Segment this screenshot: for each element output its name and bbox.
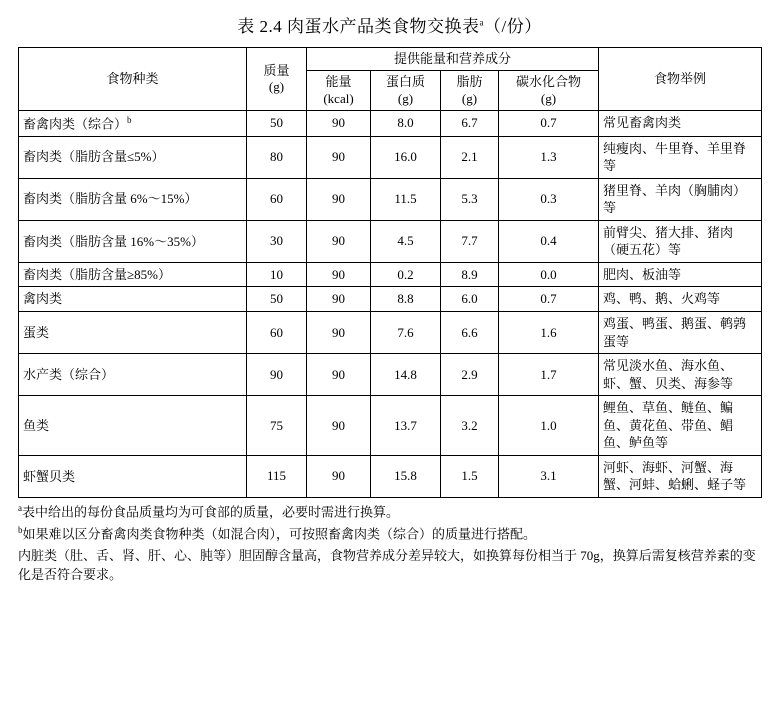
cell-fat: 7.7 [441,220,499,262]
header-protein-label: 蛋白质 [385,74,425,90]
cell-mass: 90 [247,354,307,396]
cell-energy: 90 [307,110,371,136]
cell-examples: 纯瘦肉、牛里脊、羊里脊等 [599,136,762,178]
cell-food-type-text: 禽肉类 [23,291,63,307]
header-nutrition-group: 提供能量和营养成分 [307,48,599,71]
cell-food-type-text: 虾蟹贝类 [23,468,76,484]
table-row [19,262,762,287]
cell-protein: 13.7 [371,396,441,456]
table-row [19,354,762,396]
cell-protein: 8.8 [371,287,441,312]
header-energy-unit: (kcal) [323,90,354,106]
cell-food-type [19,220,247,262]
cell-carbohydrate: 3.1 [499,455,599,497]
header-mass-label: 质量 [263,62,290,78]
cell-mass: 30 [247,220,307,262]
table-body [19,110,762,497]
food-exchange-table [18,47,762,498]
table-row [19,396,762,456]
table-row [19,110,762,136]
cell-carbohydrate: 0.7 [499,287,599,312]
cell-energy: 90 [307,136,371,178]
header-fat [441,71,499,111]
cell-examples: 肥肉、板油等 [599,262,762,287]
table-title [18,0,761,47]
table-row [19,312,762,354]
footnote-text: 内脏类（肚、舌、肾、肝、心、肫等）胆固醇含量高，食物营养成分差异较大，如换算每份相当于 70g，换算后需复核营养素的变化是否符合要求。 [18,547,756,583]
cell-mass: 50 [247,287,307,312]
cell-energy: 90 [307,287,371,312]
cell-protein: 14.8 [371,354,441,396]
cell-energy: 90 [307,220,371,262]
cell-mass: 50 [247,110,307,136]
header-fat-unit: (g) [461,90,478,106]
table-title-text: 表 2.4 肉蛋水产品类食物交换表 [237,17,480,36]
cell-food-type [19,262,247,287]
cell-mass: 80 [247,136,307,178]
cell-food-type [19,136,247,178]
cell-food-type [19,312,247,354]
cell-carbohydrate: 1.7 [499,354,599,396]
header-energy-label: 能量 [325,74,352,90]
cell-food-type [19,110,247,136]
cell-mass: 10 [247,262,307,287]
cell-fat: 5.3 [441,178,499,220]
cell-protein: 16.0 [371,136,441,178]
table-header-row-1 [19,48,762,71]
cell-carbohydrate: 0.7 [499,110,599,136]
table-title-suffix: （/份） [484,17,542,36]
footnote [18,545,761,586]
cell-food-type-text: 畜肉类（脂肪含量≥85%） [23,266,171,282]
cell-food-type-text: 畜肉类（脂肪含量 16%～35%） [23,233,204,249]
cell-food-type-text: 蛋类 [23,324,50,340]
footnote-text: 如果难以区分畜禽肉类食物种类（如混合肉），可按照畜禽肉类（综合）的质量进行搭配。 [22,526,537,542]
footnote-marker: b [18,524,23,535]
header-carbohydrate-unit: (g) [540,90,557,106]
cell-food-type-text: 畜肉类（脂肪含量≤5%） [23,149,165,165]
cell-food-type [19,287,247,312]
table-row [19,178,762,220]
header-food-type: 食物种类 [19,48,247,111]
footnote [18,523,761,545]
cell-energy: 90 [307,354,371,396]
cell-fat: 6.0 [441,287,499,312]
cell-protein: 7.6 [371,312,441,354]
cell-carbohydrate: 1.6 [499,312,599,354]
cell-carbohydrate: 0.4 [499,220,599,262]
header-energy [307,71,371,111]
cell-examples: 河虾、海虾、河蟹、海蟹、河蚌、蛤蜊、蛏子等 [599,455,762,497]
cell-protein: 4.5 [371,220,441,262]
cell-mass: 115 [247,455,307,497]
cell-energy: 90 [307,178,371,220]
table-footnotes [18,498,761,586]
header-protein [371,71,441,111]
cell-fat: 2.9 [441,354,499,396]
cell-protein: 0.2 [371,262,441,287]
cell-carbohydrate: 1.3 [499,136,599,178]
cell-examples: 常见淡水鱼、海水鱼、虾、蟹、贝类、海参等 [599,354,762,396]
cell-examples: 前臂尖、猪大排、猪肉（硬五花）等 [599,220,762,262]
header-examples: 食物举例 [599,48,762,111]
cell-food-type-text: 水产类（综合） [23,366,115,382]
cell-examples: 常见畜禽肉类 [599,110,762,136]
cell-mass: 60 [247,178,307,220]
table-row [19,455,762,497]
table-title-footnote-marker: a [479,17,484,28]
cell-food-type-text: 畜禽肉类（综合） [23,116,128,132]
cell-protein: 8.0 [371,110,441,136]
cell-energy: 90 [307,396,371,456]
cell-fat: 6.6 [441,312,499,354]
cell-food-type-footnote-marker: b [127,114,132,125]
cell-food-type-text: 畜肉类（脂肪含量 6%～15%） [23,191,198,207]
cell-protein: 15.8 [371,455,441,497]
header-carbohydrate-label: 碳水化合物 [516,74,582,90]
cell-fat: 3.2 [441,396,499,456]
table-header [19,48,762,111]
table-row [19,287,762,312]
cell-food-type [19,178,247,220]
cell-energy: 90 [307,312,371,354]
cell-food-type [19,354,247,396]
cell-energy: 90 [307,455,371,497]
cell-carbohydrate: 0.0 [499,262,599,287]
cell-examples: 鲤鱼、草鱼、鲢鱼、鳊鱼、黄花鱼、带鱼、鲳鱼、鲈鱼等 [599,396,762,456]
header-mass-unit: (g) [268,78,285,94]
cell-food-type [19,396,247,456]
header-protein-unit: (g) [397,90,414,106]
cell-examples: 鸡蛋、鸭蛋、鹅蛋、鹌鹑蛋等 [599,312,762,354]
cell-food-type [19,455,247,497]
table-row [19,220,762,262]
header-fat-label: 脂肪 [456,74,483,90]
cell-protein: 11.5 [371,178,441,220]
cell-fat: 6.7 [441,110,499,136]
cell-mass: 75 [247,396,307,456]
cell-energy: 90 [307,262,371,287]
header-mass [247,48,307,111]
cell-carbohydrate: 0.3 [499,178,599,220]
cell-food-type-text: 鱼类 [23,417,50,433]
footnote-text: 表中给出的每份食品质量均为可食部的质量，必要时需进行换算。 [22,504,400,520]
cell-fat: 1.5 [441,455,499,497]
cell-mass: 60 [247,312,307,354]
cell-fat: 2.1 [441,136,499,178]
footnote-marker: a [18,502,22,513]
table-row [19,136,762,178]
header-carbohydrate [499,71,599,111]
footnote [18,501,761,523]
cell-carbohydrate: 1.0 [499,396,599,456]
cell-examples: 猪里脊、羊肉（胸脯肉）等 [599,178,762,220]
cell-fat: 8.9 [441,262,499,287]
cell-examples: 鸡、鸭、鹅、火鸡等 [599,287,762,312]
